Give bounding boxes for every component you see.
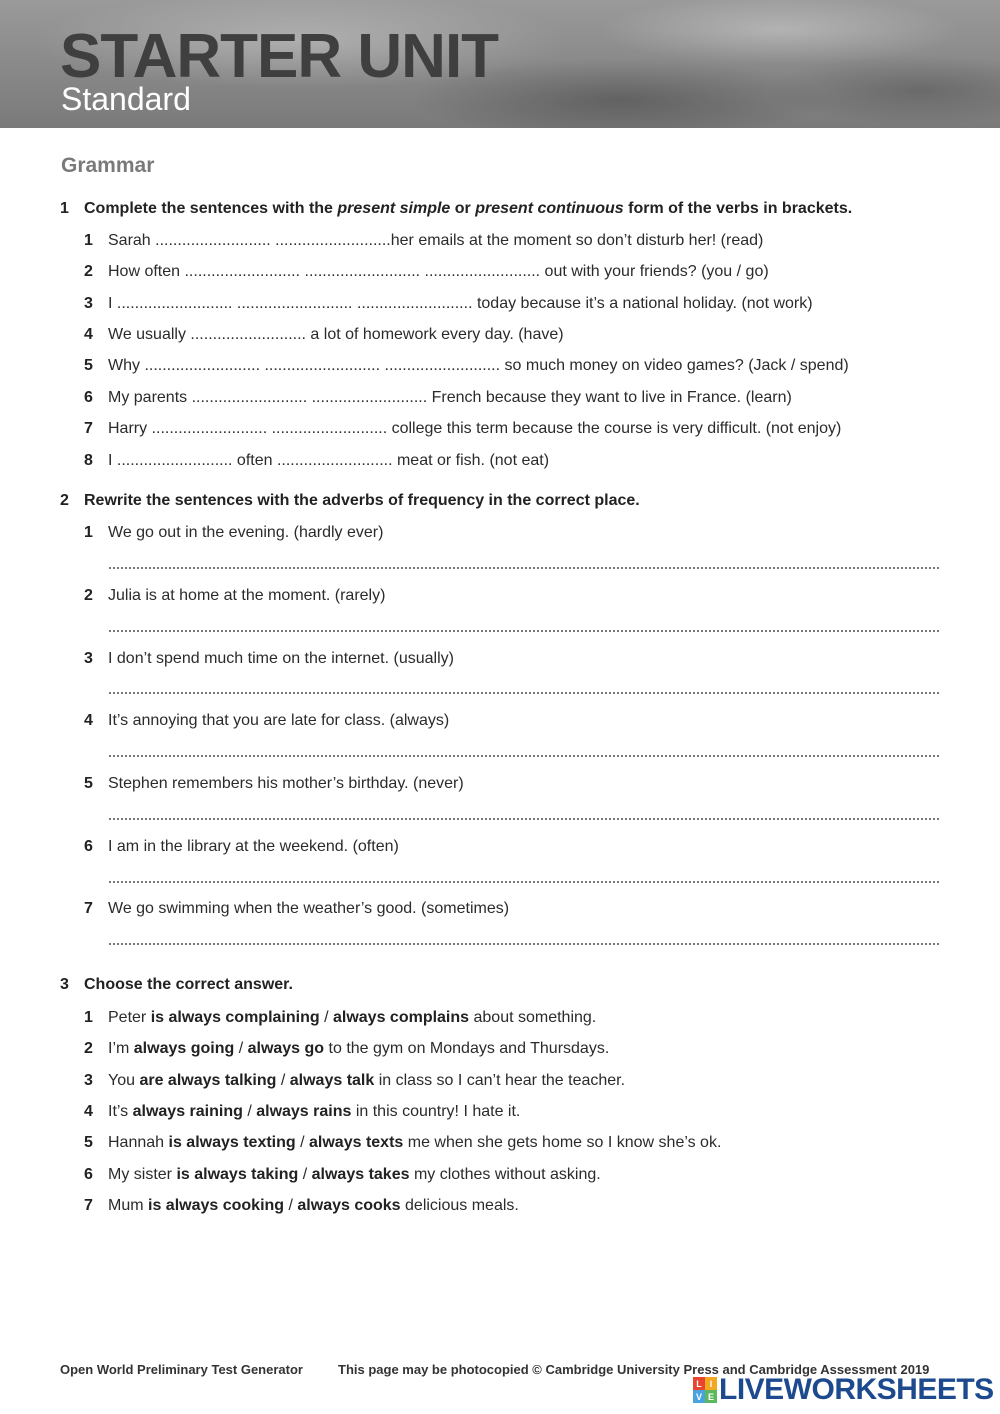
item-number: 1 bbox=[84, 232, 93, 249]
exercise-3-instruction bbox=[60, 976, 293, 994]
option-separator: / bbox=[319, 1009, 333, 1026]
item-text: I’m bbox=[108, 1040, 134, 1057]
option-separator: / bbox=[284, 1197, 298, 1214]
option-a[interactable]: is always complaining bbox=[150, 1009, 320, 1026]
exercise-number: 1 bbox=[60, 200, 69, 217]
badge-letter: L bbox=[693, 1377, 705, 1390]
item-number: 2 bbox=[84, 263, 93, 280]
option-a[interactable]: always going bbox=[133, 1040, 235, 1057]
exercise-1-item[interactable] bbox=[84, 418, 841, 440]
item-number: 2 bbox=[84, 1040, 93, 1057]
item-text: We usually .......................... a lot of homework every day. (have) bbox=[108, 326, 564, 343]
unit-subtitle: Standard bbox=[61, 81, 191, 117]
option-separator: / bbox=[298, 1166, 312, 1183]
exercise-number: 2 bbox=[60, 492, 69, 509]
exercise-3-item bbox=[84, 1007, 596, 1029]
item-text: I .......................... often .......................... meat or fish. (not eat) bbox=[108, 452, 550, 469]
exercise-3-item bbox=[84, 1070, 625, 1092]
item-text: I am in the library at the weekend. (often) bbox=[108, 838, 399, 855]
item-number: 3 bbox=[84, 1072, 93, 1089]
item-text: Stephen remembers his mother’s birthday. (never) bbox=[108, 775, 464, 792]
liveworksheets-wordmark: LIVEWORKSHEETS bbox=[719, 1373, 994, 1406]
option-a[interactable]: always raining bbox=[132, 1103, 243, 1120]
instruction-text: Complete the sentences with the bbox=[84, 200, 338, 217]
item-number: 5 bbox=[84, 357, 93, 374]
item-text: You bbox=[108, 1072, 140, 1089]
item-text: me when she gets home so I know she’s ok. bbox=[403, 1134, 722, 1151]
item-number: 4 bbox=[84, 712, 93, 729]
item-number: 1 bbox=[84, 524, 93, 541]
exercise-2-item bbox=[84, 710, 449, 732]
option-separator: / bbox=[276, 1072, 290, 1089]
item-number: 2 bbox=[84, 587, 93, 604]
option-b[interactable]: always complains bbox=[332, 1009, 470, 1026]
item-text: My parents .......................... .......................... French because they want to live in France. (learn) bbox=[108, 389, 792, 406]
item-number: 7 bbox=[84, 1197, 93, 1214]
item-text: in class so I can’t hear the teacher. bbox=[374, 1072, 626, 1089]
option-b[interactable]: always cooks bbox=[297, 1197, 401, 1214]
option-b[interactable]: always takes bbox=[311, 1166, 410, 1183]
exercise-2-item bbox=[84, 522, 383, 544]
item-number: 6 bbox=[84, 838, 93, 855]
item-text: I .......................... .......................... .......................... today because it’s a national holiday. (not work) bbox=[108, 295, 813, 312]
footer-copyright: This page may be photocopied © Cambridge University Press and Cambridge Assessment 2019 bbox=[338, 1362, 930, 1377]
exercise-1-item[interactable] bbox=[84, 450, 549, 472]
instruction-text: Choose the correct answer. bbox=[84, 976, 293, 993]
exercise-3-item bbox=[84, 1132, 721, 1154]
item-text: to the gym on Mondays and Thursdays. bbox=[324, 1040, 610, 1057]
item-number: 4 bbox=[84, 326, 93, 343]
section-title: Grammar bbox=[61, 154, 155, 177]
exercise-3-item bbox=[84, 1195, 519, 1217]
exercise-3-item bbox=[84, 1101, 520, 1123]
exercise-1-item[interactable] bbox=[84, 293, 813, 315]
option-b[interactable]: always texts bbox=[309, 1134, 404, 1151]
instruction-emphasis: present continuous bbox=[475, 200, 624, 217]
answer-line[interactable] bbox=[108, 567, 941, 569]
option-b[interactable]: always go bbox=[247, 1040, 325, 1057]
exercise-1-item[interactable] bbox=[84, 261, 769, 283]
option-a[interactable]: are always talking bbox=[139, 1072, 277, 1089]
option-separator: / bbox=[295, 1134, 310, 1151]
item-text: Why .......................... .......................... .......................... so much money on video games? (Jack / spend) bbox=[108, 357, 849, 374]
exercise-2-item bbox=[84, 773, 464, 795]
header-banner bbox=[0, 0, 1000, 128]
exercise-1-instruction bbox=[60, 200, 852, 218]
item-text: Mum bbox=[108, 1197, 148, 1214]
item-text: Peter bbox=[108, 1009, 151, 1026]
item-number: 5 bbox=[84, 1134, 93, 1151]
answer-line[interactable] bbox=[108, 692, 941, 694]
item-number: 6 bbox=[84, 389, 93, 406]
option-a[interactable]: is always cooking bbox=[148, 1197, 285, 1214]
exercise-1-item[interactable] bbox=[84, 355, 849, 377]
option-a[interactable]: is always texting bbox=[168, 1134, 296, 1151]
item-text: It’s annoying that you are late for class. (always) bbox=[108, 712, 450, 729]
item-number: 5 bbox=[84, 775, 93, 792]
exercise-2-instruction bbox=[60, 492, 640, 510]
item-text: How often .......................... .......................... .......................... out with your friends? (you / go) bbox=[108, 263, 769, 280]
option-b[interactable]: always rains bbox=[256, 1103, 352, 1120]
item-text: My sister bbox=[108, 1166, 177, 1183]
item-text: Hannah bbox=[108, 1134, 169, 1151]
exercise-2-item bbox=[84, 585, 385, 607]
option-separator: / bbox=[234, 1040, 248, 1057]
exercise-3-item bbox=[84, 1038, 609, 1060]
exercise-1-item[interactable] bbox=[84, 324, 564, 346]
badge-letter: I bbox=[705, 1377, 717, 1390]
unit-title: STARTER UNIT bbox=[60, 22, 499, 91]
item-text: I don’t spend much time on the internet. (usually) bbox=[108, 650, 454, 667]
item-text: delicious meals. bbox=[400, 1197, 519, 1214]
item-text: We go out in the evening. (hardly ever) bbox=[108, 524, 384, 541]
item-text: Julia is at home at the moment. (rarely) bbox=[108, 587, 386, 604]
item-text: about something. bbox=[469, 1009, 597, 1026]
footer-publisher: Open World Preliminary Test Generator bbox=[60, 1362, 303, 1377]
answer-line[interactable] bbox=[108, 630, 941, 632]
item-text: in this country! I hate it. bbox=[351, 1103, 521, 1120]
badge-letter: E bbox=[705, 1390, 717, 1403]
answer-line[interactable] bbox=[108, 943, 941, 945]
instruction-emphasis: present simple bbox=[337, 200, 451, 217]
item-number: 3 bbox=[84, 650, 93, 667]
liveworksheets-logo[interactable] bbox=[693, 1373, 994, 1406]
answer-line[interactable] bbox=[108, 818, 941, 820]
item-number: 3 bbox=[84, 295, 93, 312]
option-a[interactable]: is always taking bbox=[176, 1166, 299, 1183]
liveworksheets-badge-icon bbox=[693, 1377, 717, 1403]
item-number: 6 bbox=[84, 1166, 93, 1183]
exercise-2-item bbox=[84, 648, 454, 670]
option-separator: / bbox=[242, 1103, 257, 1120]
answer-line[interactable] bbox=[108, 881, 941, 883]
exercise-2-item bbox=[84, 898, 509, 920]
item-text: It’s bbox=[108, 1103, 133, 1120]
answer-line[interactable] bbox=[108, 755, 941, 757]
exercise-number: 3 bbox=[60, 976, 69, 993]
item-text: my clothes without asking. bbox=[409, 1166, 601, 1183]
option-b[interactable]: always talk bbox=[289, 1072, 375, 1089]
instruction-text: or bbox=[450, 200, 476, 217]
instruction-text: form of the verbs in brackets. bbox=[623, 200, 853, 217]
item-number: 4 bbox=[84, 1103, 93, 1120]
exercise-1-item[interactable] bbox=[84, 230, 763, 252]
item-text: Harry .......................... .......................... college this term because the course is very difficult. (not enjoy) bbox=[108, 420, 842, 437]
item-text: We go swimming when the weather’s good. (sometimes) bbox=[108, 900, 510, 917]
exercise-1-item[interactable] bbox=[84, 387, 792, 409]
exercise-3-item bbox=[84, 1164, 601, 1186]
item-text: Sarah .......................... ..........................her emails at the moment so don’t disturb her! (read) bbox=[108, 232, 764, 249]
item-number: 7 bbox=[84, 420, 93, 437]
item-number: 8 bbox=[84, 452, 93, 469]
badge-letter: V bbox=[693, 1390, 705, 1403]
item-number: 1 bbox=[84, 1009, 93, 1026]
exercise-2-item bbox=[84, 836, 399, 858]
instruction-text: Rewrite the sentences with the adverbs of frequency in the correct place. bbox=[84, 492, 640, 509]
item-number: 7 bbox=[84, 900, 93, 917]
